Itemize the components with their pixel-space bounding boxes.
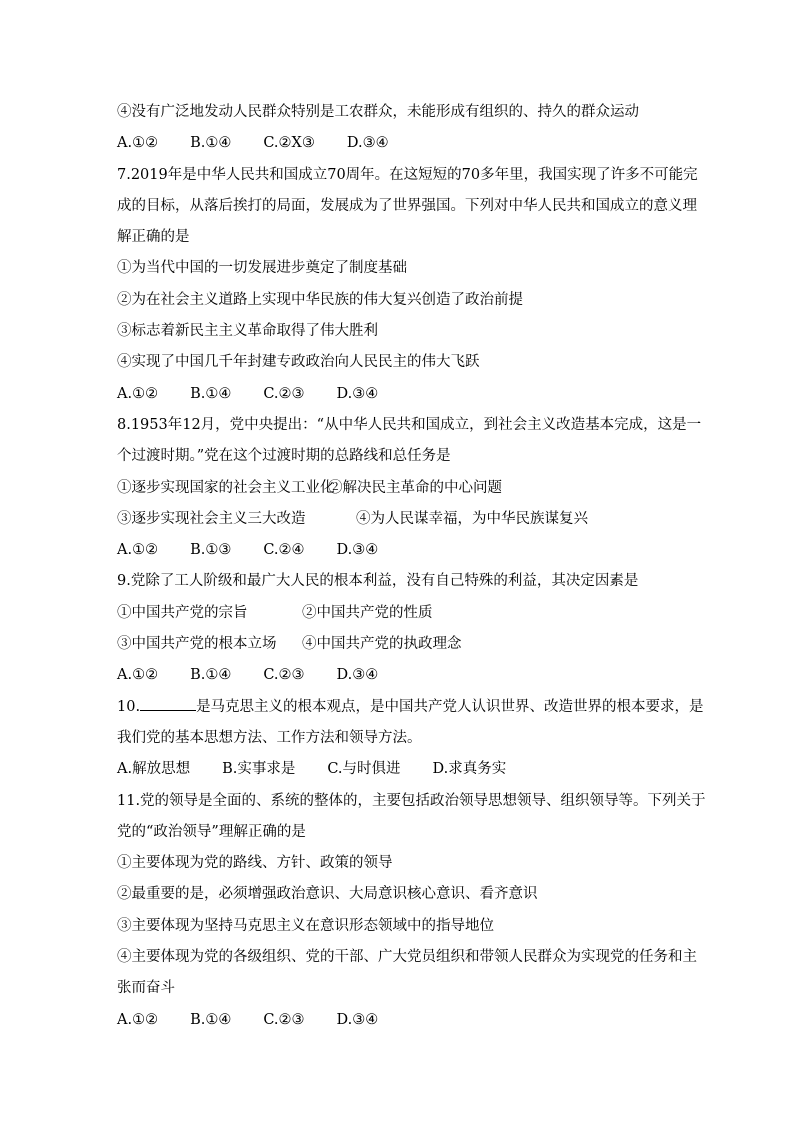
q11-item-1: ①主要体现为党的路线、方针、政策的领导 — [117, 855, 393, 872]
q7-item-1: ①为当代中国的一切发展进步奠定了制度基础 — [117, 260, 407, 277]
q7-option-a: A.①② — [117, 385, 159, 402]
q11-item-2: ②最重要的是，必须增强政治意识、大局意识核心意识、看齐意识 — [117, 886, 538, 903]
q10-answer-blank — [140, 696, 196, 711]
q8-option-b: B.①③ — [190, 542, 232, 559]
q8-item-1: ①逐步实现国家的社会主义工业化 — [117, 479, 335, 496]
q9-option-a: A.①② — [117, 667, 159, 684]
q9-item-2: ②中国共产党的性质 — [302, 604, 433, 621]
q11-option-a: A.①② — [117, 1011, 159, 1028]
q8-option-c: C.②④ — [263, 542, 305, 559]
q6-option-b: B.①④ — [190, 135, 232, 152]
q10-option-a: A.解放思想 — [117, 761, 191, 778]
q11-option-c: C.②③ — [263, 1011, 305, 1028]
q6-options — [117, 128, 684, 159]
q8-item-2: ②解决民主革命的中心问题 — [328, 479, 502, 496]
q11-item-4-line-1: ④主要体现为党的各级组织、党的干部、广大党员组织和带领人民群众为实现党的任务和主 — [117, 949, 697, 966]
exam-page — [117, 97, 706, 1036]
q10-stem-rest: 是马克思主义的根本观点，是中国共产党人认识世界、改造世界的根本要求，是 — [196, 698, 704, 715]
q10-number: 10. — [117, 698, 141, 715]
q7-item-3: ③标志着新民主主义革命取得了伟大胜利 — [117, 323, 378, 340]
q9-items-row-1 — [117, 598, 684, 629]
q9-item-4: ④中国共产党的执政理念 — [302, 636, 462, 653]
q10-stem-line-1 — [117, 692, 704, 723]
q8-options — [117, 535, 684, 566]
q10-option-d: D.求真务实 — [432, 761, 507, 778]
q11-option-b: B.①④ — [190, 1011, 232, 1028]
q11-options — [117, 1005, 684, 1036]
q8-item-3: ③逐步实现社会主义三大改造 — [117, 510, 306, 527]
q7-stem-line-1: 7.2019年是中华人民共和国成立70周年。在这短短的70多年里，我国实现了许多不可能完 — [117, 166, 698, 183]
q6-item-4: ④没有广泛地发动人民群众特别是工农群众，未能形成有组织的、持久的群众运动 — [117, 104, 639, 120]
q11-stem-line-1: 11.党的领导是全面的、系统的整体的，主要包括政治领导思想领导、组织领导等。下列关于 — [117, 792, 706, 809]
q8-option-d: D.③④ — [336, 542, 379, 559]
q7-item-2: ②为在社会主义道路上实现中华民族的伟大复兴创造了政治前提 — [117, 291, 523, 308]
q9-items-row-2 — [117, 629, 684, 660]
q6-option-d: D.③④ — [346, 135, 389, 152]
q9-option-b: B.①④ — [190, 667, 232, 684]
q7-stem-line-2: 成的目标，从落后挨打的局面，发展成为了世界强国。下列对中华人民共和国成立的意义理 — [117, 197, 697, 214]
q8-items-row-2 — [117, 504, 684, 535]
q8-option-a: A.①② — [117, 542, 159, 559]
q11-option-d: D.③④ — [336, 1011, 379, 1028]
q11-item-3: ③主要体现为坚持马克思主义在意识形态领域中的指导地位 — [117, 917, 494, 934]
q10-stem-line-2: 我们党的基本思想方法、工作方法和领导方法。 — [117, 729, 422, 746]
q9-options — [117, 660, 684, 691]
q8-stem-line-2: 个过渡时期。”党在这个过渡时期的总路线和总任务是 — [117, 448, 451, 465]
q10-option-b: B.实事求是 — [222, 761, 296, 778]
q7-stem-line-3: 解正确的是 — [117, 229, 190, 246]
q7-option-c: C.②③ — [263, 385, 305, 402]
q7-option-b: B.①④ — [190, 385, 232, 402]
q6-option-c: C.②X③ — [263, 135, 315, 152]
q8-item-4: ④为人民谋幸福，为中华民族谋复兴 — [356, 510, 588, 527]
q10-options — [117, 754, 684, 785]
q7-options — [117, 379, 684, 410]
q7-item-4: ④实现了中国几千年封建专政政治向人民民主的伟大飞跃 — [117, 354, 480, 371]
q11-item-4-line-2: 张而奋斗 — [117, 980, 175, 997]
q9-item-3: ③中国共产党的根本立场 — [117, 636, 277, 653]
q7-option-d: D.③④ — [336, 385, 379, 402]
q11-stem-line-2: 党的“政治领导”理解正确的是 — [117, 823, 306, 840]
q8-items-row-1 — [117, 473, 684, 504]
q10-option-c: C.与时俱进 — [327, 761, 401, 778]
q9-option-d: D.③④ — [336, 667, 379, 684]
q9-stem: 9.党除了工人阶级和最广大人民的根本利益，没有自己特殊的利益，其决定因素是 — [117, 573, 639, 590]
q9-item-1: ①中国共产党的宗旨 — [117, 604, 248, 621]
q8-stem-line-1: 8.1953年12月，党中央提出：“从中华人民共和国成立，到社会主义改造基本完成，这是一 — [117, 416, 702, 433]
q9-option-c: C.②③ — [263, 667, 305, 684]
q6-option-a: A.①② — [117, 135, 159, 152]
